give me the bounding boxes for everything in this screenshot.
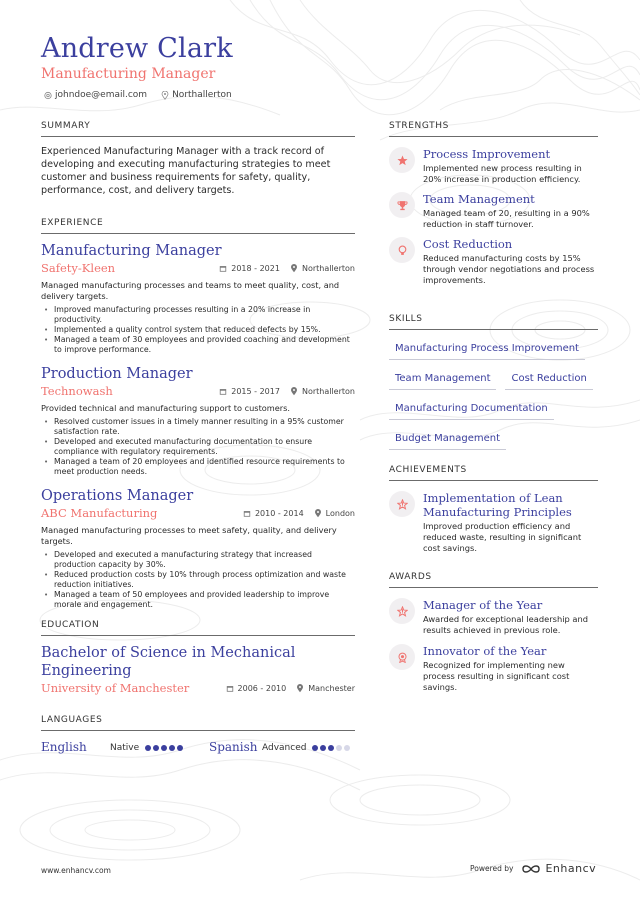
bullet-item: • Improved manufacturing processes resulting in a 20% increase in productivity. <box>41 305 355 325</box>
school-name: University of Manchester <box>41 681 190 695</box>
section-title: SKILLS <box>389 314 598 330</box>
footer-website[interactable]: www.enhancv.com <box>41 866 111 875</box>
section-title: LANGUAGES <box>41 715 355 731</box>
education-location: Manchester <box>308 684 355 693</box>
awards-section <box>389 572 598 693</box>
proficiency-dot-empty <box>336 745 342 751</box>
strength-title: Cost Reduction <box>423 237 513 251</box>
calendar-icon <box>226 684 234 693</box>
job-dates: 2015 - 2017 <box>231 387 280 396</box>
award-title: Manager of the Year <box>423 598 543 612</box>
job-meta <box>219 264 355 273</box>
job-dates: 2010 - 2014 <box>254 509 304 518</box>
summary-text: Experienced Manufacturing Manager with a track record of developing and executing manufacturing strategies to meet customer and business requirements for safety, quality, performance, cost, and delivery targets. <box>41 146 331 196</box>
at-icon <box>44 91 52 100</box>
job-meta-row <box>41 261 355 276</box>
proficiency-dot-filled <box>320 745 326 751</box>
star-outline-icon <box>397 606 408 617</box>
job-title: Production Manager <box>41 366 193 382</box>
award-item <box>389 598 598 636</box>
language-level: Advanced <box>262 742 307 753</box>
achievement-item <box>389 491 598 554</box>
language-name: English <box>41 740 87 754</box>
proficiency-dot-filled <box>177 745 183 751</box>
job-meta-row <box>41 384 355 399</box>
section-title: EXPERIENCE <box>41 218 355 234</box>
proficiency-dot-filled <box>169 745 175 751</box>
bullet-item: • Managed a team of 20 employees and identified resource requirements to meet production needs. <box>41 457 355 477</box>
company-name: ABC Manufacturing <box>41 506 158 520</box>
job-location: London <box>325 509 355 518</box>
lightbulb-icon <box>397 245 408 256</box>
award-icon-wrap <box>389 598 415 624</box>
job-meta-row <box>41 506 355 521</box>
location-pin-icon <box>290 387 298 396</box>
strength-item <box>389 237 598 286</box>
achievement-body <box>423 491 598 554</box>
languages-section <box>41 715 355 755</box>
location-pin-icon <box>314 509 322 518</box>
location-pin-icon <box>296 684 304 693</box>
section-title: AWARDS <box>389 572 598 588</box>
achievements-section <box>389 465 598 554</box>
strength-body <box>423 147 598 185</box>
email-text: johndoe@email.com <box>55 90 148 100</box>
language-name: Spanish <box>209 740 258 754</box>
skill-tag: Team Management <box>389 370 496 390</box>
proficiency-dot-empty <box>344 745 350 751</box>
strength-body <box>423 237 598 286</box>
strength-icon-wrap <box>389 237 415 263</box>
bullet-item: • Developed and executed manufacturing documentation to ensure compliance with regulatory requirements. <box>41 437 355 457</box>
proficiency-dot-filled <box>145 745 151 751</box>
degree-title: Bachelor of Science in Mechanical Engineering <box>41 645 296 679</box>
achievement-desc: Improved production efficiency and reduced waste, resulting in significant cost savings. <box>423 521 582 553</box>
medal-icon <box>397 652 408 663</box>
section-title: STRENGTHS <box>389 121 598 137</box>
award-body <box>423 644 598 693</box>
job-meta <box>243 509 355 518</box>
job-dates: 2018 - 2021 <box>231 264 280 273</box>
language-item <box>41 740 209 755</box>
bullet-item: • Resolved customer issues in a timely manner resulting in a 95% customer satisfaction rate. <box>41 417 355 437</box>
bullet-item: • Reduced production costs by 10% through process optimization and waste reduction initiatives. <box>41 570 355 590</box>
star-outline-icon <box>397 499 408 510</box>
footer-branding <box>470 862 596 875</box>
section-title: ACHIEVEMENTS <box>389 465 598 481</box>
bullet-item: • Managed a team of 30 employees and provided coaching and development to improve performance. <box>41 335 355 355</box>
company-name: Safety-Kleen <box>41 261 116 275</box>
job-description: Managed manufacturing processes and teams to meet quality, cost, and delivery targets. <box>41 280 340 301</box>
education-meta <box>226 684 355 693</box>
skill-tag: Manufacturing Process Improvement <box>389 340 585 360</box>
strength-icon-wrap <box>389 147 415 173</box>
calendar-icon <box>243 509 251 518</box>
proficiency-dot-filled <box>153 745 159 751</box>
strength-title: Team Management <box>423 192 535 206</box>
strength-body <box>423 192 598 230</box>
strength-desc: Managed team of 20, resulting in a 90% reduction in staff turnover. <box>423 208 590 229</box>
job-entry <box>41 487 355 610</box>
strength-item <box>389 147 598 185</box>
education-dates: 2006 - 2010 <box>237 684 287 693</box>
star-icon <box>397 155 408 166</box>
award-desc: Recognized for implementing new process resulting in significant cost savings. <box>423 660 570 692</box>
enhancv-logo-icon <box>521 863 541 875</box>
achievement-title: Implementation of Lean Manufacturing Principles <box>423 491 572 519</box>
experience-section <box>41 218 355 610</box>
job-bullets <box>41 305 355 355</box>
award-icon-wrap <box>389 644 415 670</box>
section-title: SUMMARY <box>41 121 355 137</box>
education-section <box>41 620 355 696</box>
contact-row <box>44 89 232 101</box>
location-item <box>161 89 232 101</box>
languages-row <box>41 740 355 755</box>
job-meta <box>219 387 355 396</box>
award-body <box>423 598 598 636</box>
award-title: Innovator of the Year <box>423 644 547 658</box>
calendar-icon <box>219 264 227 273</box>
job-title: Manufacturing Manager <box>41 243 222 259</box>
brand-name: Enhancv <box>545 862 597 875</box>
location-text: Northallerton <box>172 90 232 100</box>
candidate-name: Andrew Clark <box>41 33 233 64</box>
summary-section <box>41 121 355 197</box>
candidate-role: Manufacturing Manager <box>41 66 216 82</box>
language-dots <box>312 745 350 751</box>
brand-logo[interactable] <box>521 862 596 875</box>
strength-item <box>389 192 598 230</box>
achievement-icon-wrap <box>389 491 415 517</box>
job-location: Northallerton <box>301 387 355 396</box>
strength-icon-wrap <box>389 192 415 218</box>
skill-tag: Budget Management <box>389 430 506 450</box>
job-entry <box>41 365 355 477</box>
bullet-item: • Implemented a quality control system that reduced defects by 15%. <box>41 325 355 335</box>
bullet-item: • Developed and executed a manufacturing strategy that increased production capacity by 30%. <box>41 550 355 570</box>
section-title: EDUCATION <box>41 620 355 636</box>
award-desc: Awarded for exceptional leadership and results achieved in previous role. <box>423 614 589 635</box>
skills-section <box>389 314 598 450</box>
calendar-icon <box>219 387 227 396</box>
strength-title: Process Improvement <box>423 147 551 161</box>
job-description: Managed manufacturing processes to meet safety, quality, and delivery targets. <box>41 525 337 546</box>
skill-tag: Manufacturing Documentation <box>389 400 554 420</box>
proficiency-dot-filled <box>161 745 167 751</box>
trophy-icon <box>397 200 408 211</box>
company-name: Technowash <box>41 384 113 398</box>
language-dots <box>145 745 183 751</box>
email-item[interactable] <box>44 89 147 101</box>
skills-list <box>389 340 598 450</box>
skill-tag: Cost Reduction <box>505 370 592 390</box>
job-title: Operations Manager <box>41 488 194 504</box>
strength-desc: Reduced manufacturing costs by 15% through vendor negotiations and process improvements. <box>423 253 595 285</box>
job-bullets <box>41 417 355 477</box>
language-level: Native <box>110 742 140 753</box>
job-entry <box>41 242 355 355</box>
location-pin-icon <box>290 264 298 273</box>
education-meta-row <box>41 681 355 696</box>
language-item <box>209 740 350 755</box>
proficiency-dot-filled <box>328 745 334 751</box>
strength-desc: Implemented new process resulting in 20% increase in production efficiency. <box>423 163 582 184</box>
job-description: Provided technical and manufacturing support to customers. <box>41 403 291 413</box>
job-location: Northallerton <box>301 264 355 273</box>
bullet-item: • Managed a team of 50 employees and provided leadership to improve morale and engagement. <box>41 590 355 610</box>
location-pin-icon <box>161 91 169 100</box>
powered-by-text: Powered by <box>470 864 514 873</box>
job-bullets <box>41 550 355 610</box>
proficiency-dot-filled <box>312 745 318 751</box>
award-item <box>389 644 598 693</box>
strengths-section <box>389 121 598 286</box>
